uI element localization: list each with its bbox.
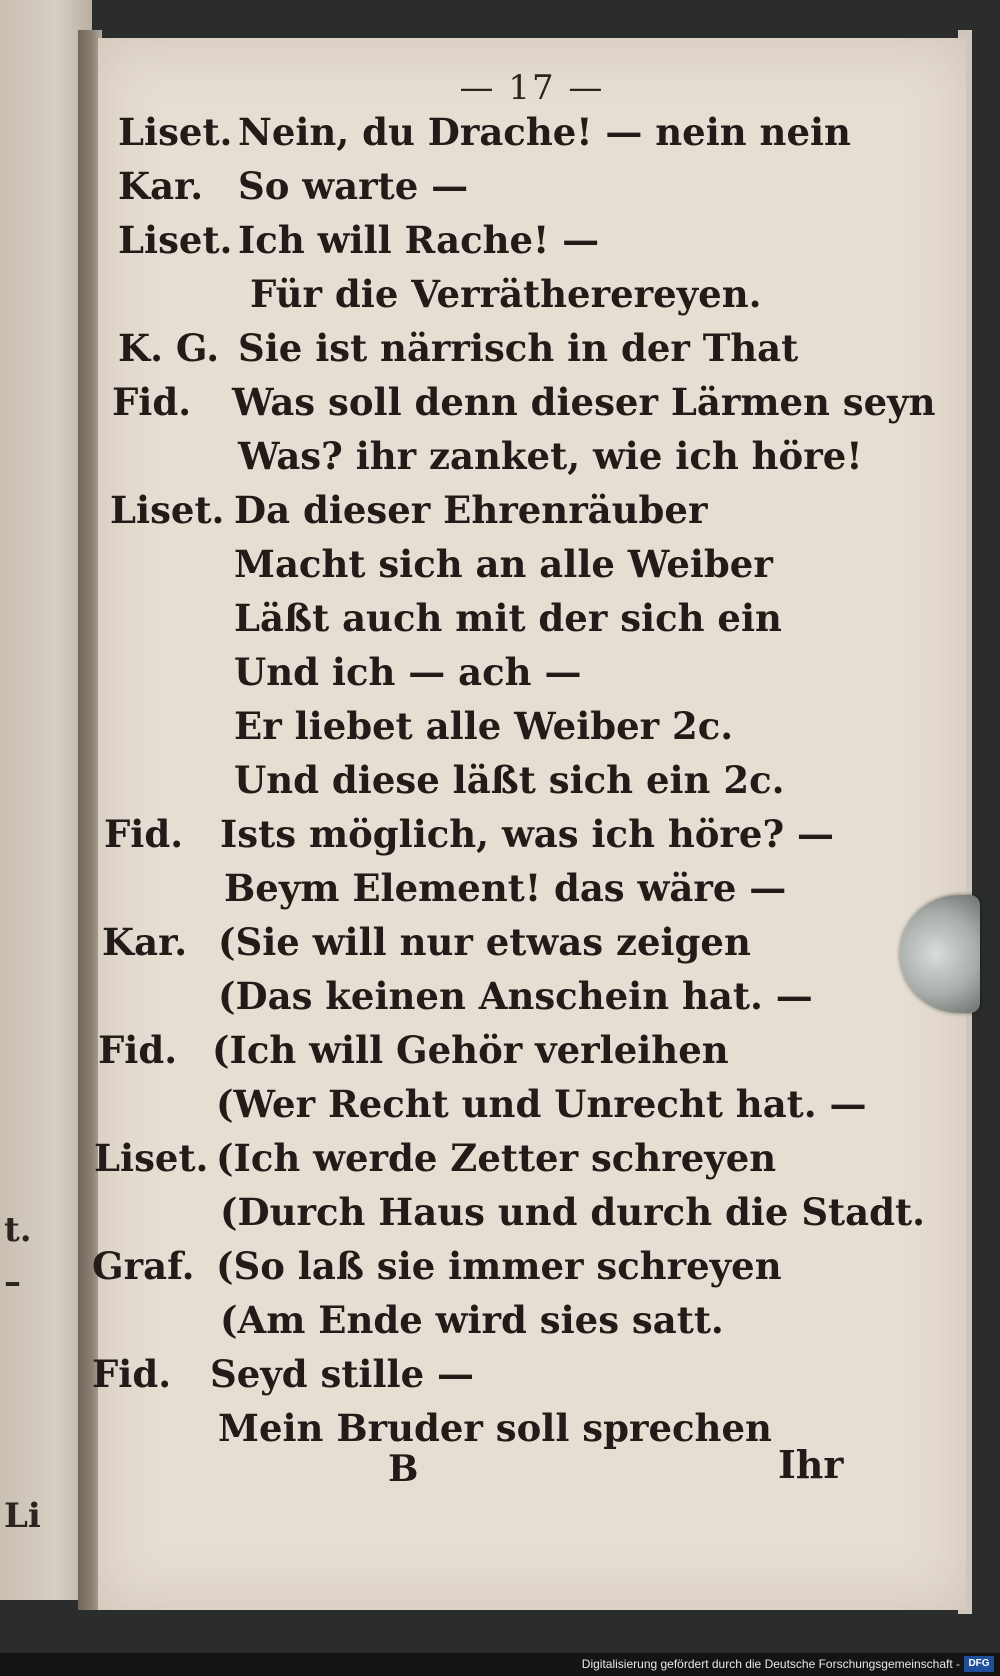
verse-text: Mein Bruder soll sprechen (218, 1406, 772, 1450)
verse-text: Nein, du Drache! — nein nein (238, 110, 851, 154)
speaker-name: Liset. (118, 218, 233, 262)
book-page (92, 38, 966, 1610)
verse-text: Und ich — ach — (234, 650, 582, 694)
verse-text: Was? ihr zanket, wie ich höre! (238, 434, 863, 478)
facing-page-fragment: t. (4, 1210, 32, 1250)
verse-text: (Durch Haus und durch die Stadt. (220, 1190, 925, 1234)
verse-text: (Ich werde Zetter schreyen (216, 1136, 777, 1180)
speaker-name: Fid. (104, 812, 184, 856)
verse-text: (So laß sie immer schreyen (216, 1244, 782, 1288)
dfg-logo-icon: DFG (964, 1656, 994, 1672)
speaker-name: Fid. (92, 1352, 172, 1396)
catchword: Ihr (778, 1442, 844, 1487)
speaker-name: Kar. (102, 920, 188, 964)
verse-text: Ich will Rache! — (238, 218, 600, 262)
verse-text: Er liebet alle Weiber 2c. (234, 704, 734, 748)
speaker-name: Graf. (92, 1244, 195, 1288)
facing-page-fragment: – (4, 1262, 21, 1302)
verse-text: Sie ist närrisch in der That (238, 326, 799, 370)
facing-page-fragment: Li (4, 1496, 41, 1536)
verse-text: (Ich will Gehör verleihen (212, 1028, 729, 1072)
verse-text: So warte — (238, 164, 469, 208)
credit-text: Digitalisierung gefördert durch die Deutsche Forschungsgemeinschaft - (581, 1657, 960, 1671)
credit-bar (0, 1653, 1000, 1676)
verse-text: Da dieser Ehrenräuber (234, 488, 708, 532)
verse-text: Ists möglich, was ich höre? — (220, 812, 835, 856)
speaker-name: K. G. (118, 326, 220, 370)
verse-text: Und diese läßt sich ein 2c. (234, 758, 785, 802)
speaker-name: Liset. (94, 1136, 209, 1180)
verse-text: Beym Element! das wäre — (224, 866, 787, 910)
speaker-name: Fid. (98, 1028, 178, 1072)
speaker-name: Liset. (110, 488, 225, 532)
verse-text: (Das keinen Anschein hat. — (218, 974, 813, 1018)
speaker-name: Fid. (112, 380, 192, 424)
page-number: — 17 — (459, 68, 605, 108)
speaker-name: Kar. (118, 164, 204, 208)
verse-text: Läßt auch mit der sich ein (234, 596, 782, 640)
speaker-name: Liset. (118, 110, 233, 154)
verse-text: Macht sich an alle Weiber (234, 542, 773, 586)
verse-text: Für die Verrätherereyen. (250, 272, 762, 316)
signature-mark: B (388, 1448, 419, 1490)
verse-text: Was soll denn dieser Lärmen seyn (232, 380, 936, 424)
verse-text: (Sie will nur etwas zeigen (218, 920, 751, 964)
verse-text: Seyd stille — (210, 1352, 475, 1396)
verse-text: (Am Ende wird sies satt. (220, 1298, 724, 1342)
verse-text: (Wer Recht und Unrecht hat. — (216, 1082, 867, 1126)
